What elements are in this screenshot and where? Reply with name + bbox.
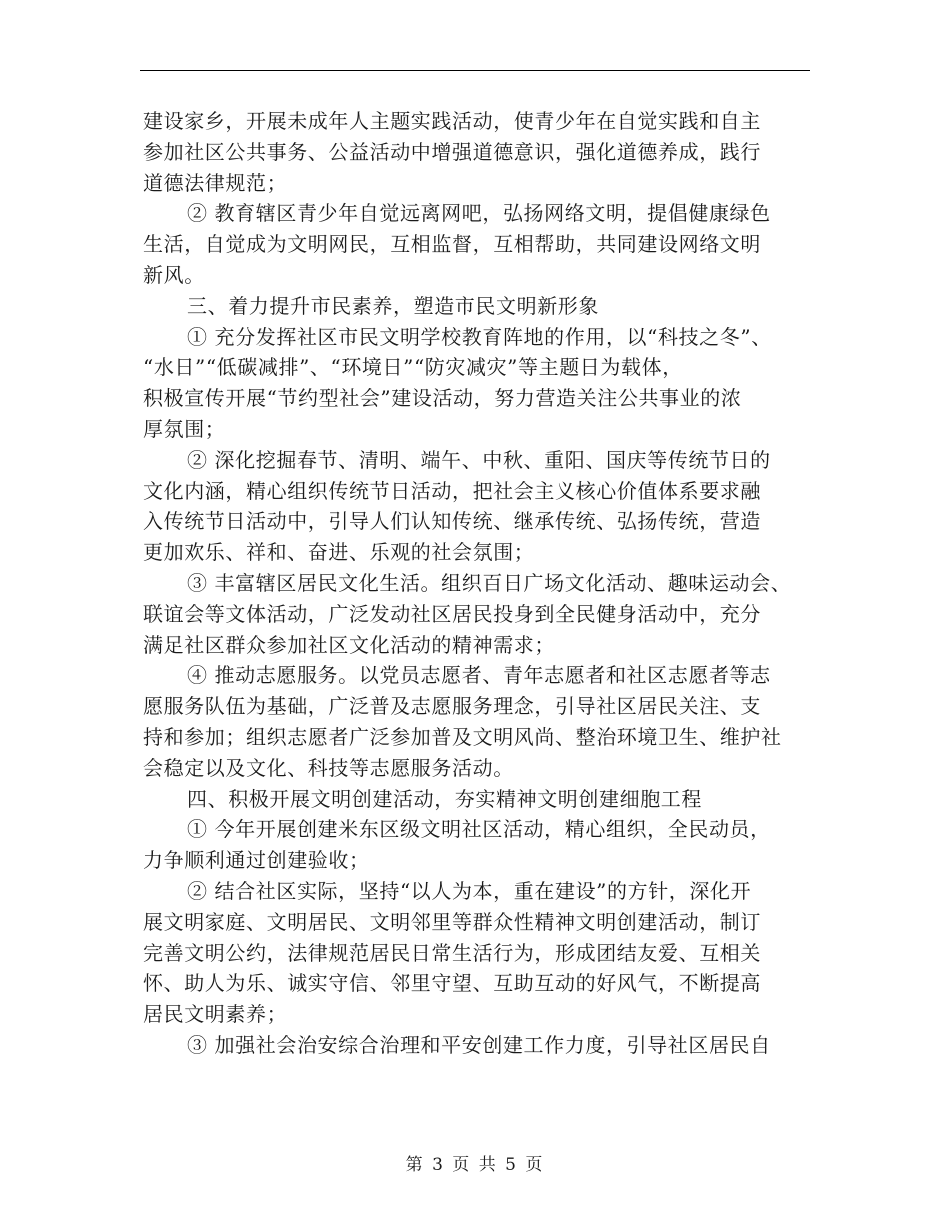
text-line: “水日”“低碳减排”、“环境日”“防灾减灾”等主题日为载体， [143,355,683,380]
text-line: 入传统节日活动中，引导人们认知传统、继承传统、弘扬传统，营造 [143,509,761,534]
text-line: 文化内涵，精心组织传统节日活动，把社会主义核心价值体系要求融 [143,478,761,503]
text-line: 参加社区公共事务、公益活动中增强道德意识，强化道德养成，践行 [143,139,761,164]
text-line: 会稳定以及文化、科技等志愿服务活动。 [143,755,514,780]
text-line: 生活，自觉成为文明网民，互相监督，互相帮助，共同建设网络文明 [143,232,761,257]
text-line: 四、积极开展文明创建活动，夯实精神文明创建细胞工程 [187,786,702,811]
text-line: 完善文明公约，法律规范居民日常生活行为，形成团结友爱、互相关 [143,940,761,965]
text-line: 联谊会等文体活动，广泛发动社区居民投身到全民健身活动中，充分 [143,601,761,626]
text-line: 怀、助人为乐、诚实守信、邻里守望、互助互动的好风气，不断提高 [143,971,761,996]
text-line: 满足社区群众参加社区文化活动的精神需求； [143,632,555,657]
text-line: 愿服务队伍为基础，广泛普及志愿服务理念，引导社区居民关注、支 [143,694,761,719]
page-number: 第 3 页 共 5 页 [405,1155,545,1175]
text-line: 道德法律规范； [143,170,288,195]
text-line: ① 充分发挥社区市民文明学校教育阵地的作用，以“科技之冬”、 [187,324,772,349]
text-line: 建设家乡，开展未成年人主题实践活动，使青少年在自觉实践和自主 [143,109,761,133]
header-rule [140,70,810,71]
text-line: 三、着力提升市民素养，塑造市民文明新形象 [187,293,599,318]
text-line: 居民文明素养； [143,1002,288,1027]
text-line: ② 教育辖区青少年自觉远离网吧，弘扬网络文明，提倡健康绿色 [187,201,771,226]
text-line: 积极宣传开展“节约型社会”建设活动，努力营造关注公共事业的浓 [143,386,742,411]
text-line: ④ 推动志愿服务。以党员志愿者、青年志愿者和社区志愿者等志 [187,663,771,688]
text-line: ③ 加强社会治安综合治理和平安创建工作力度，引导社区居民自 [187,1032,771,1057]
text-line: 展文明家庭、文明居民、文明邻里等群众性精神文明创建活动，制订 [143,909,761,934]
text-line: 新风。 [143,262,205,287]
text-line: 厚氛围； [143,416,226,441]
text-line: 持和参加；组织志愿者广泛参加普及文明风尚、整治环境卫生、维护社 [143,724,782,749]
text-line: ③ 丰富辖区居民文化生活。组织百日广场文化活动、趣味运动会、 [187,570,792,595]
document-body [143,106,823,1061]
text-line: 力争顺利通过创建验收； [143,848,370,873]
text-line: ② 结合社区实际，坚持“以人为本，重在建设”的方针，深化开 [187,878,752,903]
text-line: 更加欢乐、祥和、奋进、乐观的社会氛围； [143,540,535,565]
text-line: ② 深化挖掘春节、清明、端午、中秋、重阳、国庆等传统节日的 [187,447,771,472]
text-line: ① 今年开展创建米东区级文明社区活动，精心组织，全民动员， [187,817,771,842]
